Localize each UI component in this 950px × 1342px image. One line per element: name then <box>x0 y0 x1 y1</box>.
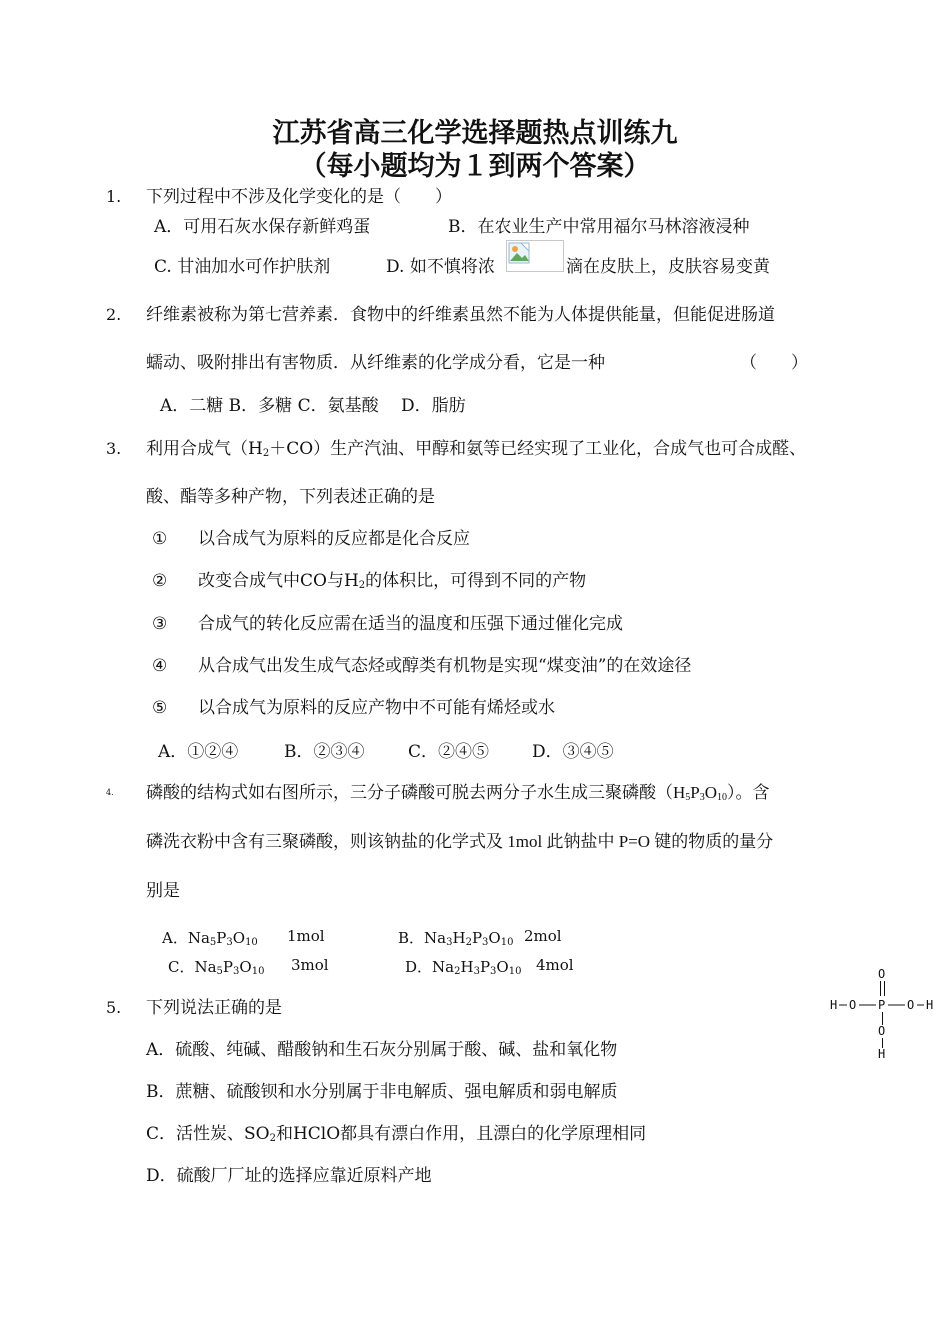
question-4-option-a: A．$Na_5P_3O_{10}$ <box>162 929 258 948</box>
question-1-number: 1. <box>106 187 122 206</box>
question-3-line-2: 酸、酯等多种产物，下列表述正确的是 <box>146 487 435 507</box>
question-2-line-1: 纤维素被称为第七营养素．食物中的纤维素虽然不能为人体提供能量，但能促进肠道 <box>146 305 775 325</box>
page-title: 江苏省高三化学选择题热点训练九 <box>272 118 678 149</box>
question-5-option-b: B．蔗糖、硫酸钡和水分别属于非电解质、强电解质和弱电解质 <box>146 1082 618 1102</box>
question-4-option-a-value: 1mol <box>287 927 325 945</box>
statement-4-marker: ④ <box>152 656 168 676</box>
question-1-option-d-prefix: D. 如不慎将浓 <box>386 257 495 277</box>
question-4-line-3: 别是 <box>146 881 180 901</box>
question-3-number: 3. <box>106 439 122 458</box>
statement-4: 从合成气出发生成气态烃或醇类有机物是实现“煤变油”的在效途径 <box>198 656 692 676</box>
statement-5: 以合成气为原料的反应产物中不可能有烯烃或水 <box>198 698 555 718</box>
statement-5-marker: ⑤ <box>152 698 168 718</box>
broken-image-icon <box>506 240 564 272</box>
question-3-option-c: C．②④⑤ <box>408 742 490 762</box>
question-2-answer-paren: （ ） <box>740 353 808 373</box>
question-5-option-a: A．硫酸、纯碱、醋酸钠和生石灰分别属于酸、碱、盐和氧化物 <box>146 1040 618 1060</box>
question-4-option-c: C．$Na_5P_3O_{10}$ <box>168 958 265 977</box>
question-4-option-d-value: 4mol <box>536 956 574 974</box>
question-2-options: A．二糖 B．多糖 C．氨基酸 D．脂肪 <box>160 396 466 416</box>
statement-3-marker: ③ <box>152 614 168 634</box>
structure-left-hydrogen: H <box>830 998 838 1012</box>
structure-top-oxygen: O <box>878 967 886 981</box>
question-5-option-c: C．活性炭、$SO_2$和HClO都具有漂白作用，且漂白的化学原理相同 <box>146 1124 647 1144</box>
structure-right-oxygen: O <box>907 998 915 1012</box>
question-5-option-d: D．硫酸厂厂址的选择应靠近原料产地 <box>146 1166 432 1186</box>
question-3-option-b: B．②③④ <box>284 742 365 762</box>
statement-3: 合成气的转化反应需在适当的温度和压强下通过催化完成 <box>198 614 623 634</box>
question-4-option-d: D．$Na_2H_3P_3O_{10}$ <box>405 958 522 977</box>
page-subtitle: （每小题均为１到两个答案） <box>299 151 651 182</box>
question-1-option-b: B．在农业生产中常用福尔马林溶液浸种 <box>448 217 750 237</box>
statement-1: 以合成气为原料的反应都是化合反应 <box>198 529 470 549</box>
structure-right-hydrogen: H <box>926 998 934 1012</box>
question-3-line-1: 利用合成气$(H_2+CO)$生产汽油、甲醇和氨等已经实现了工业化，合成气也可合成醛、 <box>146 439 807 459</box>
structure-bottom-hydrogen: H <box>878 1047 886 1061</box>
question-5-stem: 下列说法正确的是 <box>146 998 282 1018</box>
structure-left-oxygen: O <box>849 998 857 1012</box>
structure-bottom-oxygen: O <box>878 1024 886 1038</box>
statement-2-marker: ② <box>152 571 168 591</box>
question-2-line-2: 蠕动、吸附排出有害物质．从纤维素的化学成分看，它是一种 <box>146 353 605 373</box>
question-4-option-b: B．$Na_3H_2P_3O_{10}$ <box>398 929 514 948</box>
question-3-option-d: D．③④⑤ <box>532 742 614 762</box>
question-2-number: 2. <box>106 305 122 324</box>
question-4-line-2: 磷洗衣粉中含有三聚磷酸，则该钠盐的化学式及 1mol 此钠盐中 P=O 键的物质的量分 <box>146 832 774 851</box>
question-4-line-1: 磷酸的结构式如右图所示，三分子磷酸可脱去两分子水生成三聚磷酸$(H_5P_3O_{10})$。含 <box>146 783 770 803</box>
question-1-option-d-suffix: 滴在皮肤上，皮肤容易变黄 <box>566 257 770 277</box>
phosphoric-acid-structure <box>826 962 941 1062</box>
question-4-option-b-value: 2mol <box>524 927 562 945</box>
statement-2: 改变合成气中CO与$H_2$的体积比，可得到不同的产物 <box>198 571 587 591</box>
statement-1-marker: ① <box>152 529 168 549</box>
question-1-option-c: C. 甘油加水可作护肤剂 <box>154 257 331 277</box>
question-5-number: 5. <box>106 998 122 1017</box>
question-3-option-a: A．①②④ <box>158 742 239 762</box>
question-1-option-a: A．可用石灰水保存新鲜鸡蛋 <box>154 217 371 237</box>
structure-phosphorus: P <box>878 998 886 1012</box>
question-4-number: 4. <box>106 788 114 797</box>
question-1-stem: 下列过程中不涉及化学变化的是（ ） <box>146 187 452 207</box>
question-4-option-c-value: 3mol <box>291 956 329 974</box>
